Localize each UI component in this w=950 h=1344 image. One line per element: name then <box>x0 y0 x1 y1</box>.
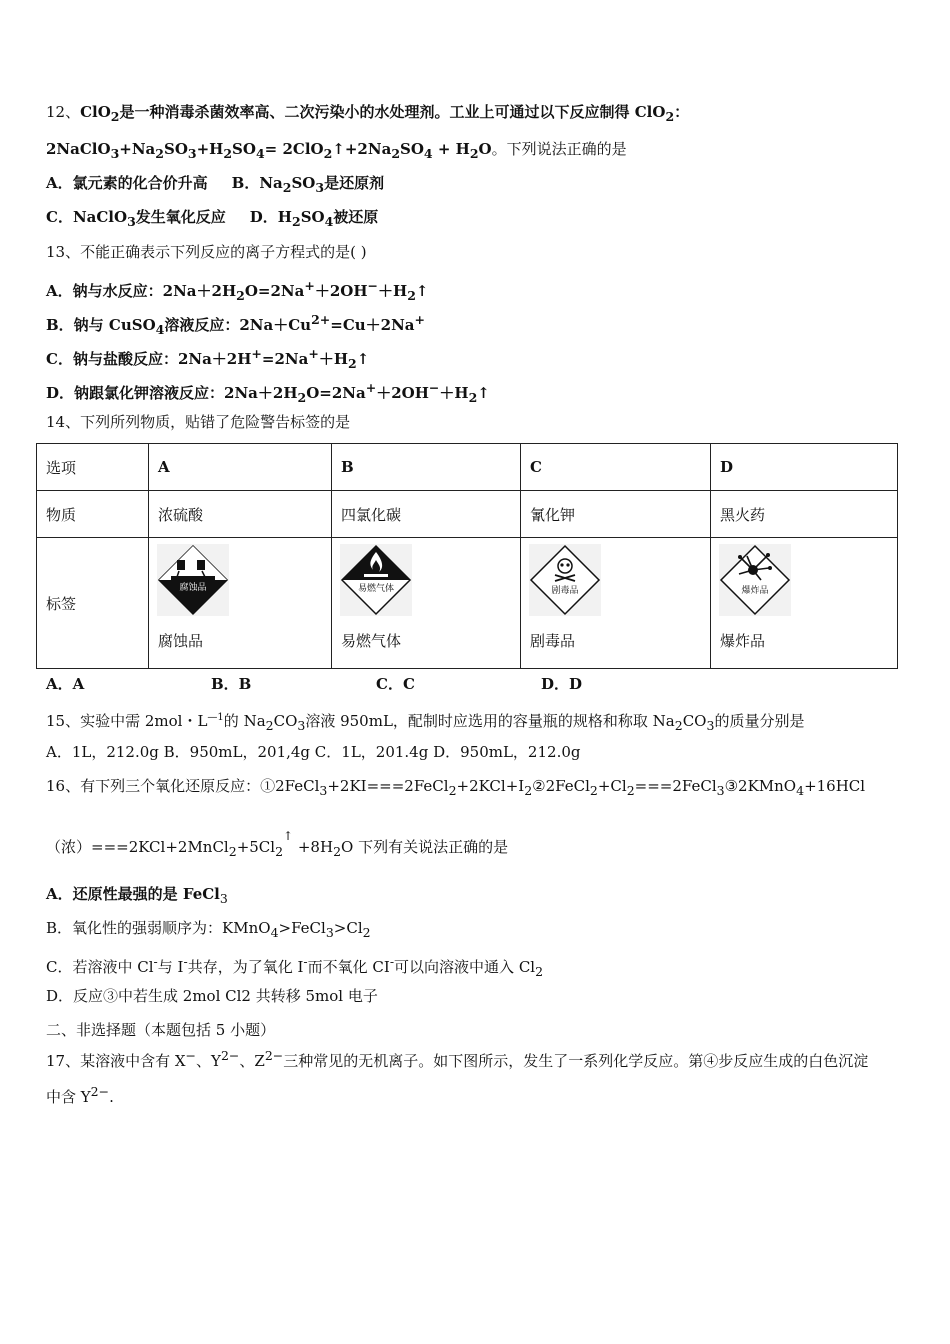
toxic-sign-icon <box>529 544 601 616</box>
header-cell: C <box>521 444 711 491</box>
header-cell: D <box>711 444 898 491</box>
q12-stem: 12、ClO$_2$是一种消毒杀菌效率高、二次污染小的水处理剂。工业上可通过以下反应制得 ClO$_2$： <box>46 103 690 124</box>
header-cell: 选项 <box>37 444 149 491</box>
q13-option-d[interactable]: D．钠跟氯化钾溶液反应：$2Na+2H_2O=2Na^++2OH^-+H_2↑$ <box>46 380 490 405</box>
row-label: 物质 <box>37 491 149 538</box>
sign-name: 剧毒品 <box>530 632 576 650</box>
sign-text: 爆炸品 <box>741 586 769 596</box>
sign-name: 爆炸品 <box>720 632 766 650</box>
q12-options-ab <box>46 173 384 198</box>
sign-name: 腐蚀品 <box>158 632 204 650</box>
sign-name: 易燃气体 <box>341 632 402 650</box>
q16-stem-continued: （浓）$===2KCl+2MnCl_2+5Cl_2^↑ +8H_2O$ 下列有关说法正确的是 <box>46 829 509 859</box>
q14-options <box>46 674 582 694</box>
material-cell: 氰化钾 <box>521 491 711 538</box>
q15-stem: 15、实验中需 2mol・$L^{—1}$的 $Na_2CO_3$溶液 950mL，配制时应选用的容量瓶的规格和称取 $Na_2CO_3$的质量分别是 <box>46 712 805 733</box>
q13-stem: 13、不能正确表示下列反应的离子方程式的是( ) <box>46 243 367 261</box>
table-row <box>37 538 898 669</box>
material-cell: 黑火药 <box>711 491 898 538</box>
row-label: 标签 <box>37 538 149 669</box>
q17-stem-continued: 中含 $Y^{2-}$. <box>46 1084 114 1106</box>
q12-equation: $2NaClO_3+Na_2SO_3+H_2SO_4=$ $2ClO_2↑+2Na_2SO_4 + H_2O$。下列说法正确的是 <box>46 140 627 161</box>
q15-options[interactable]: A．1L，212.0g B．950mL，201,4g C．1L，201.4g D．950mL，212.0g <box>46 743 581 761</box>
q13-option-c[interactable]: C．钠与盐酸反应：$2Na+2H^+=2Na^++H_2↑$ <box>46 346 370 371</box>
q12-option-d[interactable]: D．$H_2SO_4$被还原 <box>249 208 379 229</box>
flammable-gas-sign-icon <box>340 544 412 616</box>
q16-option-c[interactable]: C．若溶液中 Cl-与 I-共存，为了氧化 I-而不氧化 CI-可以向溶液中通入 $Cl_2$ <box>46 954 544 979</box>
q12-option-b[interactable]: B．$Na_2SO_3$是还原剂 <box>231 174 385 195</box>
sign-text: 剧毒品 <box>551 586 579 596</box>
material-cell: 四氯化碳 <box>332 491 521 538</box>
label-cell <box>149 538 332 669</box>
header-cell: B <box>332 444 521 491</box>
q16-option-d[interactable]: D．反应③中若生成 2mol Cl2 共转移 5mol 电子 <box>46 987 378 1005</box>
sign-text: 易燃气体 <box>357 584 395 594</box>
q14-option-a[interactable]: A．A <box>46 675 85 693</box>
q14-stem: 14、下列所列物质，贴错了危险警告标签的是 <box>46 413 351 431</box>
section-heading: 二、非选择题（本题包括 5 小题） <box>46 1021 276 1039</box>
q13-option-b[interactable]: B．钠与 CuSO$_4$溶液反应：$2Na+Cu^{2+}=Cu+2Na^+$ <box>46 312 426 337</box>
sign-text: 腐蚀品 <box>179 583 207 593</box>
explosive-sign-icon <box>719 544 791 616</box>
q12-option-a[interactable]: A．氯元素的化合价升高 <box>46 174 208 192</box>
q16-option-b[interactable]: B．氧化性的强弱顺序为：$KMnO_4>FeCl_3>Cl_2$ <box>46 919 371 940</box>
label-cell <box>711 538 898 669</box>
table-row <box>37 444 898 491</box>
label-cell <box>332 538 521 669</box>
q16-stem: 16、有下列三个氧化还原反应：$①2FeCl_3+2KI===2FeCl_2+2KCl+I_2②2FeCl_2+Cl_2===2FeCl_3③2KMnO_4+16HCl$ <box>46 777 866 798</box>
q16-option-a[interactable]: A．还原性最强的是 FeCl$_3$ <box>46 885 228 906</box>
q12-option-c[interactable]: C．NaClO$_3$发生氧化反应 <box>46 208 226 229</box>
q12-options-cd <box>46 207 378 232</box>
corrosive-sign-icon <box>157 544 229 616</box>
label-cell <box>521 538 711 669</box>
hazard-label-table <box>36 443 898 669</box>
material-cell: 浓硫酸 <box>149 491 332 538</box>
header-cell: A <box>149 444 332 491</box>
q14-option-b[interactable]: B．B <box>211 675 252 693</box>
table-row <box>37 491 898 538</box>
q14-option-d[interactable]: D．D <box>541 675 583 693</box>
q13-option-a[interactable]: A．钠与水反应：$2Na+2H_2O=2Na^++2OH^-+H_2↑$ <box>46 278 429 303</box>
q17-stem: 17、某溶液中含有 X−、$Y^{2-}$、$Z^{2-}$三种常见的无机离子。如下图所示，发生了一系列化学反应。第④步反应生成的白色沉淀 <box>46 1048 869 1070</box>
q14-option-c[interactable]: C．C <box>376 675 415 693</box>
